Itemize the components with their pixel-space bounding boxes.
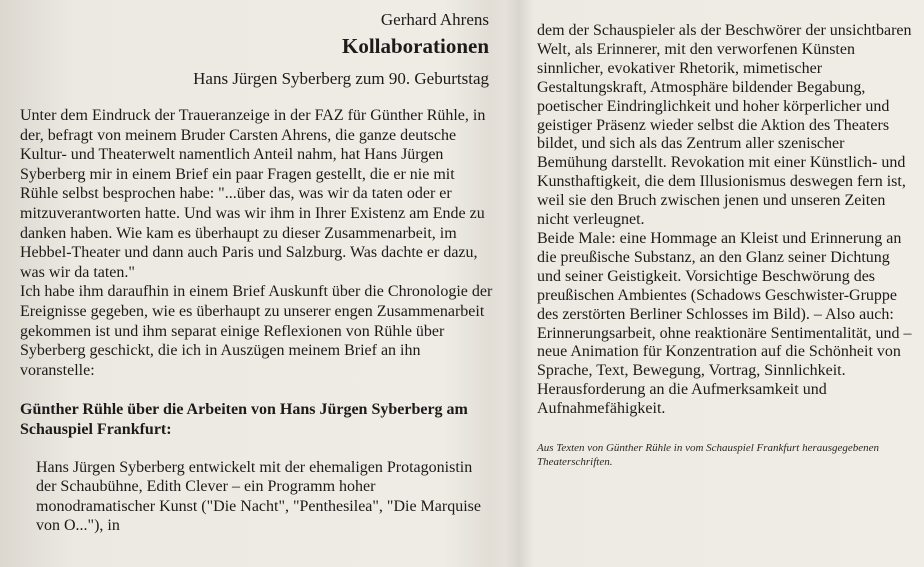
author-name: Gerhard Ahrens: [380, 10, 489, 29]
left-column: [20, 8, 495, 536]
article-subtitle: Hans Jürgen Syberberg zum 90. Geburtstag: [193, 69, 489, 88]
quote-paragraph-start: Hans Jürgen Syberberg entwickelt mit der ehemaligen Protagonistin der Schaubühne, Edith Clever – ein Programm hoher monodramatischer Kunst ("Die Nacht", "Penthesilea", "Die Marquise von O..."), in: [36, 458, 481, 535]
right-column: [537, 22, 917, 469]
book-gutter-shadow: [505, 0, 533, 567]
reply-paragraph: Ich habe ihm daraufhin in einem Brief Auskunft über die Chronologie der Ereignisse gegeben, wie es überhaupt zu unserer engen Zusammenarbeit gekommen ist und ihm separat einige Reflexionen von Rühle über Syberberg geschickt, die ich in Auszügen meinem Brief an ihn voranstelle:: [20, 283, 493, 379]
section-heading: Günther Rühle über die Arbeiten von Hans Jürgen Syberberg am Schauspiel Frankfurt:: [20, 401, 468, 438]
source-caption: Aus Texten von Günther Rühle in vom Schauspiel Frankfurt herausgegebenen Theaterschriften.: [537, 442, 880, 469]
quote-paragraph-continuation: dem der Schauspieler als der Beschwörer der unsichtbaren Welt, als Erinnerer, mit den verworfenen Künsten sinnlicher, evokativer Rhetorik, mimetischer Gestaltungskraft, Atmosphäre bildender Begabung, poetischer Eindringlichkeit und hoher körperlicher und geistiger Präsenz wieder selbst die Aktion des Theaters bildet, und sich als das Zentrum aller szenischer Bemühung darstellt. Revokation mit einer Künstlich- und Kunsthaftigkeit, die dem Illusionismus deswegen fern ist, weil sie den Bruch zwischen jenen und unseren Zeiten nicht verleugnet.: [537, 22, 912, 229]
quote-paragraph-second: Beide Male: eine Hommage an Kleist und Erinnerung an die preußische Substanz, an den Glanz seiner Dichtung und seiner Geistigkeit. Vorsichtige Beschwörung des preußischen Ambientes (Schadows Geschwister-Gruppe des zerstörten Berliner Schlosses im Bild). – Also auch: Erinnerungsarbeit, ohne reaktionäre Sentimentalität, und – neue Animation für Konzentration auf die Schönheit von Sprache, Text, Bewegung, Vortrag, Sinnlichkeit. Herausforderung an die Aufmerksamkeit und Aufnahmefähigkeit.: [537, 229, 912, 418]
intro-paragraph: Unter dem Eindruck der Traueranzeige in der FAZ für Günther Rühle, in der, befragt von meinem Bruder Carsten Ahrens, die ganze deutsche Kultur- und Theaterwelt namentlich Anteil nahm, hat Hans Jürgen Syberberg mir in einem Brief ein paar Fragen gestellt, die er nie mit Rühle selbst besprochen habe: "...über das, was wir da taten oder er mitzuverantworten hatte. Und was wir ihm in Ihrer Existenz am Ende zu danken haben. Wie kam es überhaupt zu dieser Zusammenarbeit, im Hebbel-Theater und dann auch Paris und Salzburg. Was dachte er dazu, was wir da taten.": [20, 107, 486, 281]
article-title: Kollaborationen: [341, 34, 489, 58]
